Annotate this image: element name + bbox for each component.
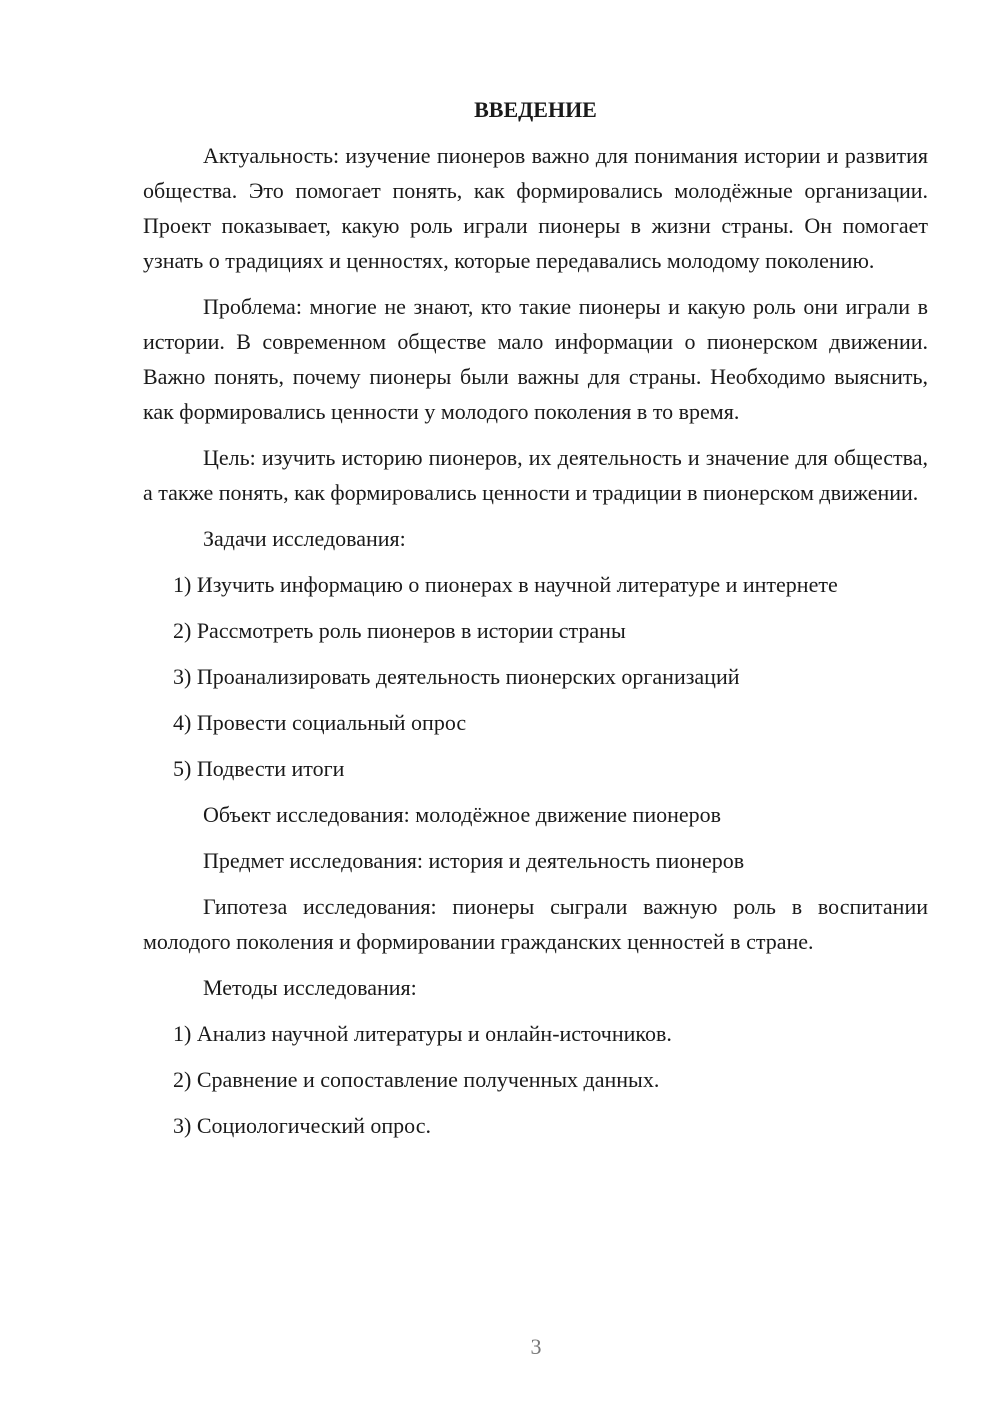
problem-paragraph: Проблема: многие не знают, кто такие пионеры и какую роль они играли в истории. В современном обществе мало информации о пионерском движении. Важно понять, почему пионеры были важны для страны. Необходимо выяснить, как формировались ценности у молодого поколения в то время. bbox=[143, 294, 928, 424]
task-item-3: 3) Проанализировать деятельность пионерских организаций bbox=[173, 664, 740, 689]
hypothesis-paragraph: Гипотеза исследования: пионеры сыграли важную роль в воспитании молодого поколения и формировании гражданских ценностей в стране. bbox=[143, 894, 928, 954]
relevance-paragraph: Актуальность: изучение пионеров важно для понимания истории и развития общества. Это помогает понять, как формировались молодёжные организации. Проект показывает, какую роль играли пионеры в жизни страны. Он помогает узнать о традициях и ценностях, которые передавались молодому поколению. bbox=[143, 143, 928, 273]
method-item-2: 2) Сравнение и сопоставление полученных данных. bbox=[173, 1067, 660, 1092]
task-item-2: 2) Рассмотреть роль пионеров в истории страны bbox=[173, 618, 626, 643]
page-content bbox=[143, 93, 928, 1154]
method-item-1: 1) Анализ научной литературы и онлайн-источников. bbox=[173, 1021, 672, 1046]
goal-paragraph: Цель: изучить историю пионеров, их деятельность и значение для общества, а также понять, как формировались ценности и традиции в пионерском движении. bbox=[143, 445, 928, 505]
research-object: Объект исследования: молодёжное движение пионеров bbox=[203, 802, 722, 827]
task-item-1: 1) Изучить информацию о пионерах в научной литературе и интернете bbox=[173, 572, 838, 597]
page-number: 3 bbox=[530, 1334, 542, 1359]
method-item-3: 3) Социологический опрос. bbox=[173, 1113, 431, 1138]
tasks-heading: Задачи исследования: bbox=[203, 526, 406, 551]
task-item-5: 5) Подвести итоги bbox=[173, 756, 345, 781]
task-item-4: 4) Провести социальный опрос bbox=[173, 710, 467, 735]
research-subject: Предмет исследования: история и деятельность пионеров bbox=[203, 848, 745, 873]
methods-heading: Методы исследования: bbox=[203, 975, 417, 1000]
section-title: ВВЕДЕНИЕ bbox=[474, 97, 597, 122]
